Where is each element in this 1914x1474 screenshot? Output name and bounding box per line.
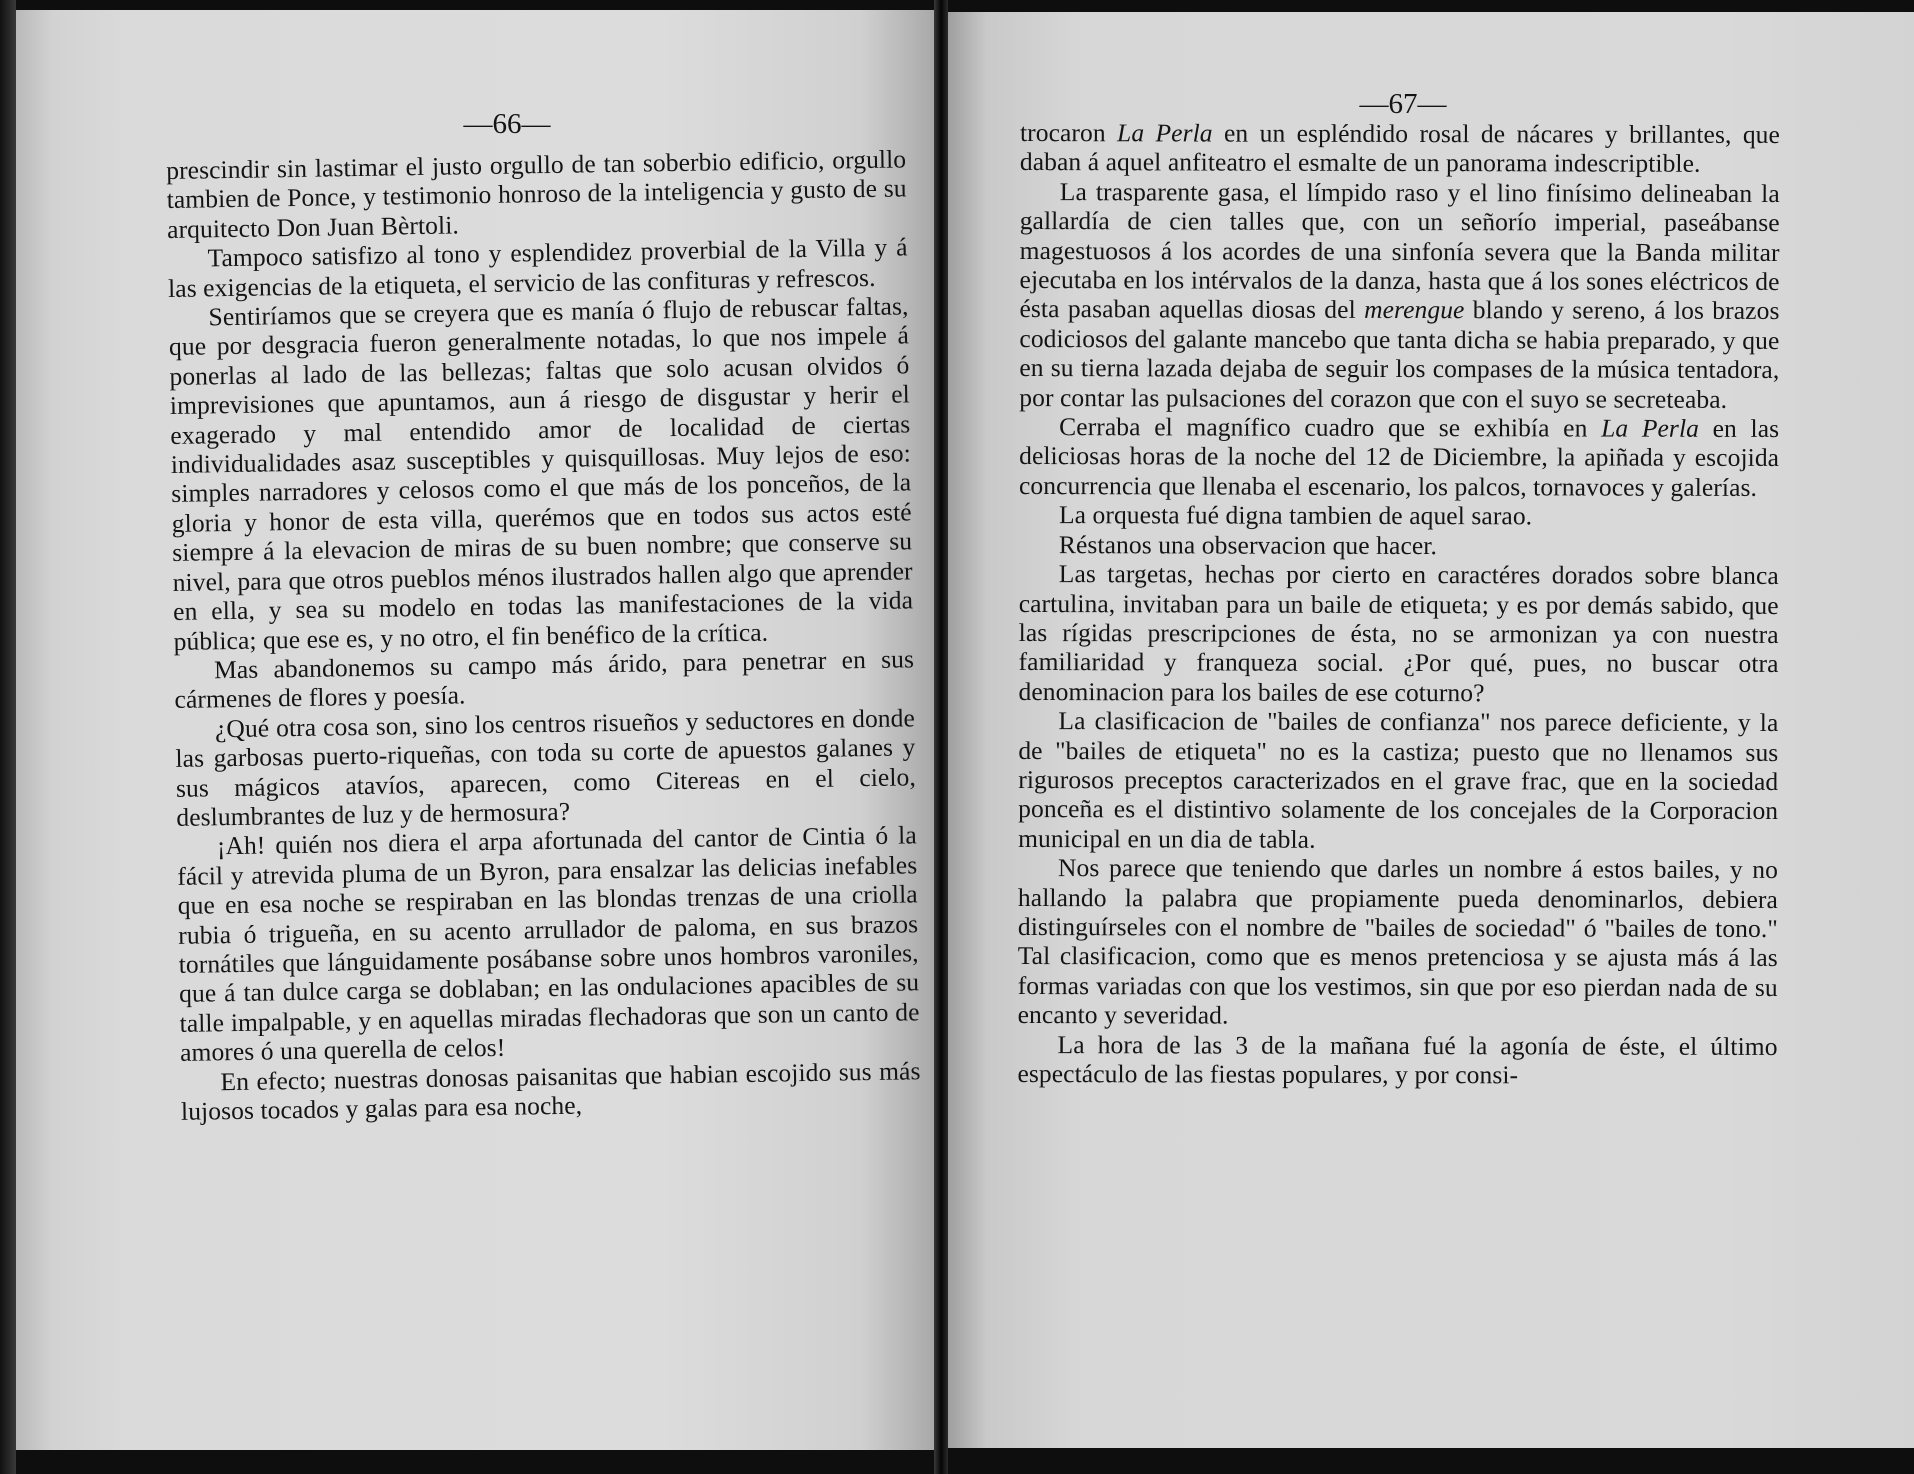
right-paragraph: La hora de las 3 de la mañana fué la agonía de éste, el último espectáculo de las fiestas populares, y por consi-	[1017, 1029, 1778, 1090]
left-page	[16, 10, 934, 1450]
right-page	[948, 12, 1914, 1448]
right-paragraph: Nos parece que teniendo que darles un nombre á estos bailes, y no hallando la palabra que propiamente pueda denominarlos, debiera distinguírseles con el nombre de "bailes de sociedad" ó "bailes de tono." Tal clasificacion, como que es menos pretenciosa y se ajusta más á las formas variadas con que los vestimos, sin que por eso pierdan nada de su encanto y severidad.	[1017, 853, 1779, 1030]
left-paragraph: Mas abandonemos su campo más árido, para penetrar en sus cármenes de flores y poesía.	[174, 644, 915, 715]
left-paragraph: Tampoco satisfizo al tono y esplendidez proverbial de la Villa y á las exigencias de la etiqueta, el servicio de las confituras y refrescos.	[167, 232, 908, 303]
right-paragraph: Réstanos una observacion que hacer.	[1058, 529, 1438, 560]
left-paragraph: Sentiríamos que se creyera que es manía ó flujo de rebuscar faltas, que por desgracia fueron generalmente notadas, lo que nos impele á ponerlas al lado de las bellezas; faltas que solo acusan olvidos ó imprevisiones que apuntamos, aun á riesgo de disgustar y herir el exagerado y mal entendido amor de localidad de ciertas individualidades asaz susceptibles y quisquillosas. Muy lejos de eso: simples narradores y celosos como el que más de los ponceños, de la gloria y honor de esta villa, querémos que en todos sus actos esté siempre á la elevacion de miras de su buen nombre; que conserve su nivel, para que otros pueblos ménos ilustrados hallen algo que aprender en ella, y sea su modelo en todas las manifestaciones de la vida pública; que ese es, y no otro, el fin benéfico de la crítica.	[168, 291, 914, 656]
right-paragraph: trocaron La Perla en un espléndido rosal de nácares y brillantes, que daban á aquel anfiteatro el esmalte de un panorama indescriptible.	[1019, 118, 1780, 179]
right-page-text	[1017, 118, 1780, 1090]
right-paragraph: La clasificacion de "bailes de confianza" nos parece deficiente, y la de "bailes de etiqueta" no es la castiza; puesto que no llenamos sus rigurosos preceptos caracterizados en el grave frac, que en la sociedad ponceña es el distintivo solamente de los concejales de la Corporacion municipal en un dia de tabla.	[1018, 706, 1779, 854]
book-edge	[0, 0, 16, 1474]
left-paragraph: ¡Ah! quién nos diera el arpa afortunada del cantor de Cintia ó la fácil y atrevida pluma de un Byron, para ensalzar las delicias inefables que en esa noche se respiraban en las blondas trenzas de una criolla rubia ó trigueña, en su acento arrullador de paloma, en sus brazos tornátiles que lánguidamente posábanse sobre unos hombros varoniles, que á tan dulce carga se doblaban; en las ondulaciones apacibles de su talle impalpable, y en aquellas miradas flechadoras que son un canto de amores ó una querella de celos!	[177, 820, 920, 1068]
left-page-text	[166, 144, 921, 1126]
right-paragraph: La trasparente gasa, el límpido raso y el lino finísimo delineaban la gallardía de cien talles que, con un señorío imperial, paseábanse magestuosos á los acordes de una sinfonía severa que la Banda militar ejecutaba en los intérvalos de la danza, hasta que á los sones eléctricos de ésta pasaban aquellas diosas del merengue blando y sereno, á los brazos codiciosos del galante mancebo que tanta dicha se habia preparado, y que en su tierna lazada dejaba de seguir los compases de la música tentadora, por contar las pulsaciones del corazon que con el suyo se secreteaba.	[1019, 176, 1780, 414]
left-paragraph: En efecto; nuestras donosas paisanitas que habian escojido sus más lujosos tocados y galas para esa noche,	[180, 1055, 921, 1126]
book-gutter	[934, 0, 948, 1474]
left-page-number: —66—	[463, 108, 551, 140]
right-paragraph: Cerraba el magnífico cuadro que se exhibía en La Perla en las deliciosas horas de la noche del 12 de Diciembre, la apiñada y escojida concurrencia que llenaba el escenario, los palcos, tornavoces y galerías.	[1019, 412, 1780, 502]
right-paragraph: La orquesta fué digna tambien de aquel sarao.	[1058, 500, 1533, 531]
left-paragraph: prescindir sin lastimar el justo orgullo de tan soberbio edificio, orgullo tambien de Ponce, y testimonio honroso de la inteligencia y gusto de su arquitecto Don Juan Bèrtoli.	[166, 144, 907, 244]
right-paragraph: Las targetas, hechas por cierto en caractéres dorados sobre blanca cartulina, invitaban para un baile de etiqueta; y es por demás sabido, que las rígidas prescripciones de ésta, no se armonizan ya con nuestra familiaridad y franqueza social. ¿Por qué, pues, no buscar otra denominacion para los bailes de ese coturno?	[1018, 559, 1779, 707]
left-paragraph: ¿Qué otra cosa son, sino los centros risueños y seductores en donde las garbosas puerto-riqueñas, con toda su corte de apuestos galanes y sus mágicos atavíos, aparecen, como Citereas en el cielo, deslumbrantes de luz y de hermosura?	[175, 703, 917, 832]
right-page-number: —67—	[1359, 88, 1447, 120]
